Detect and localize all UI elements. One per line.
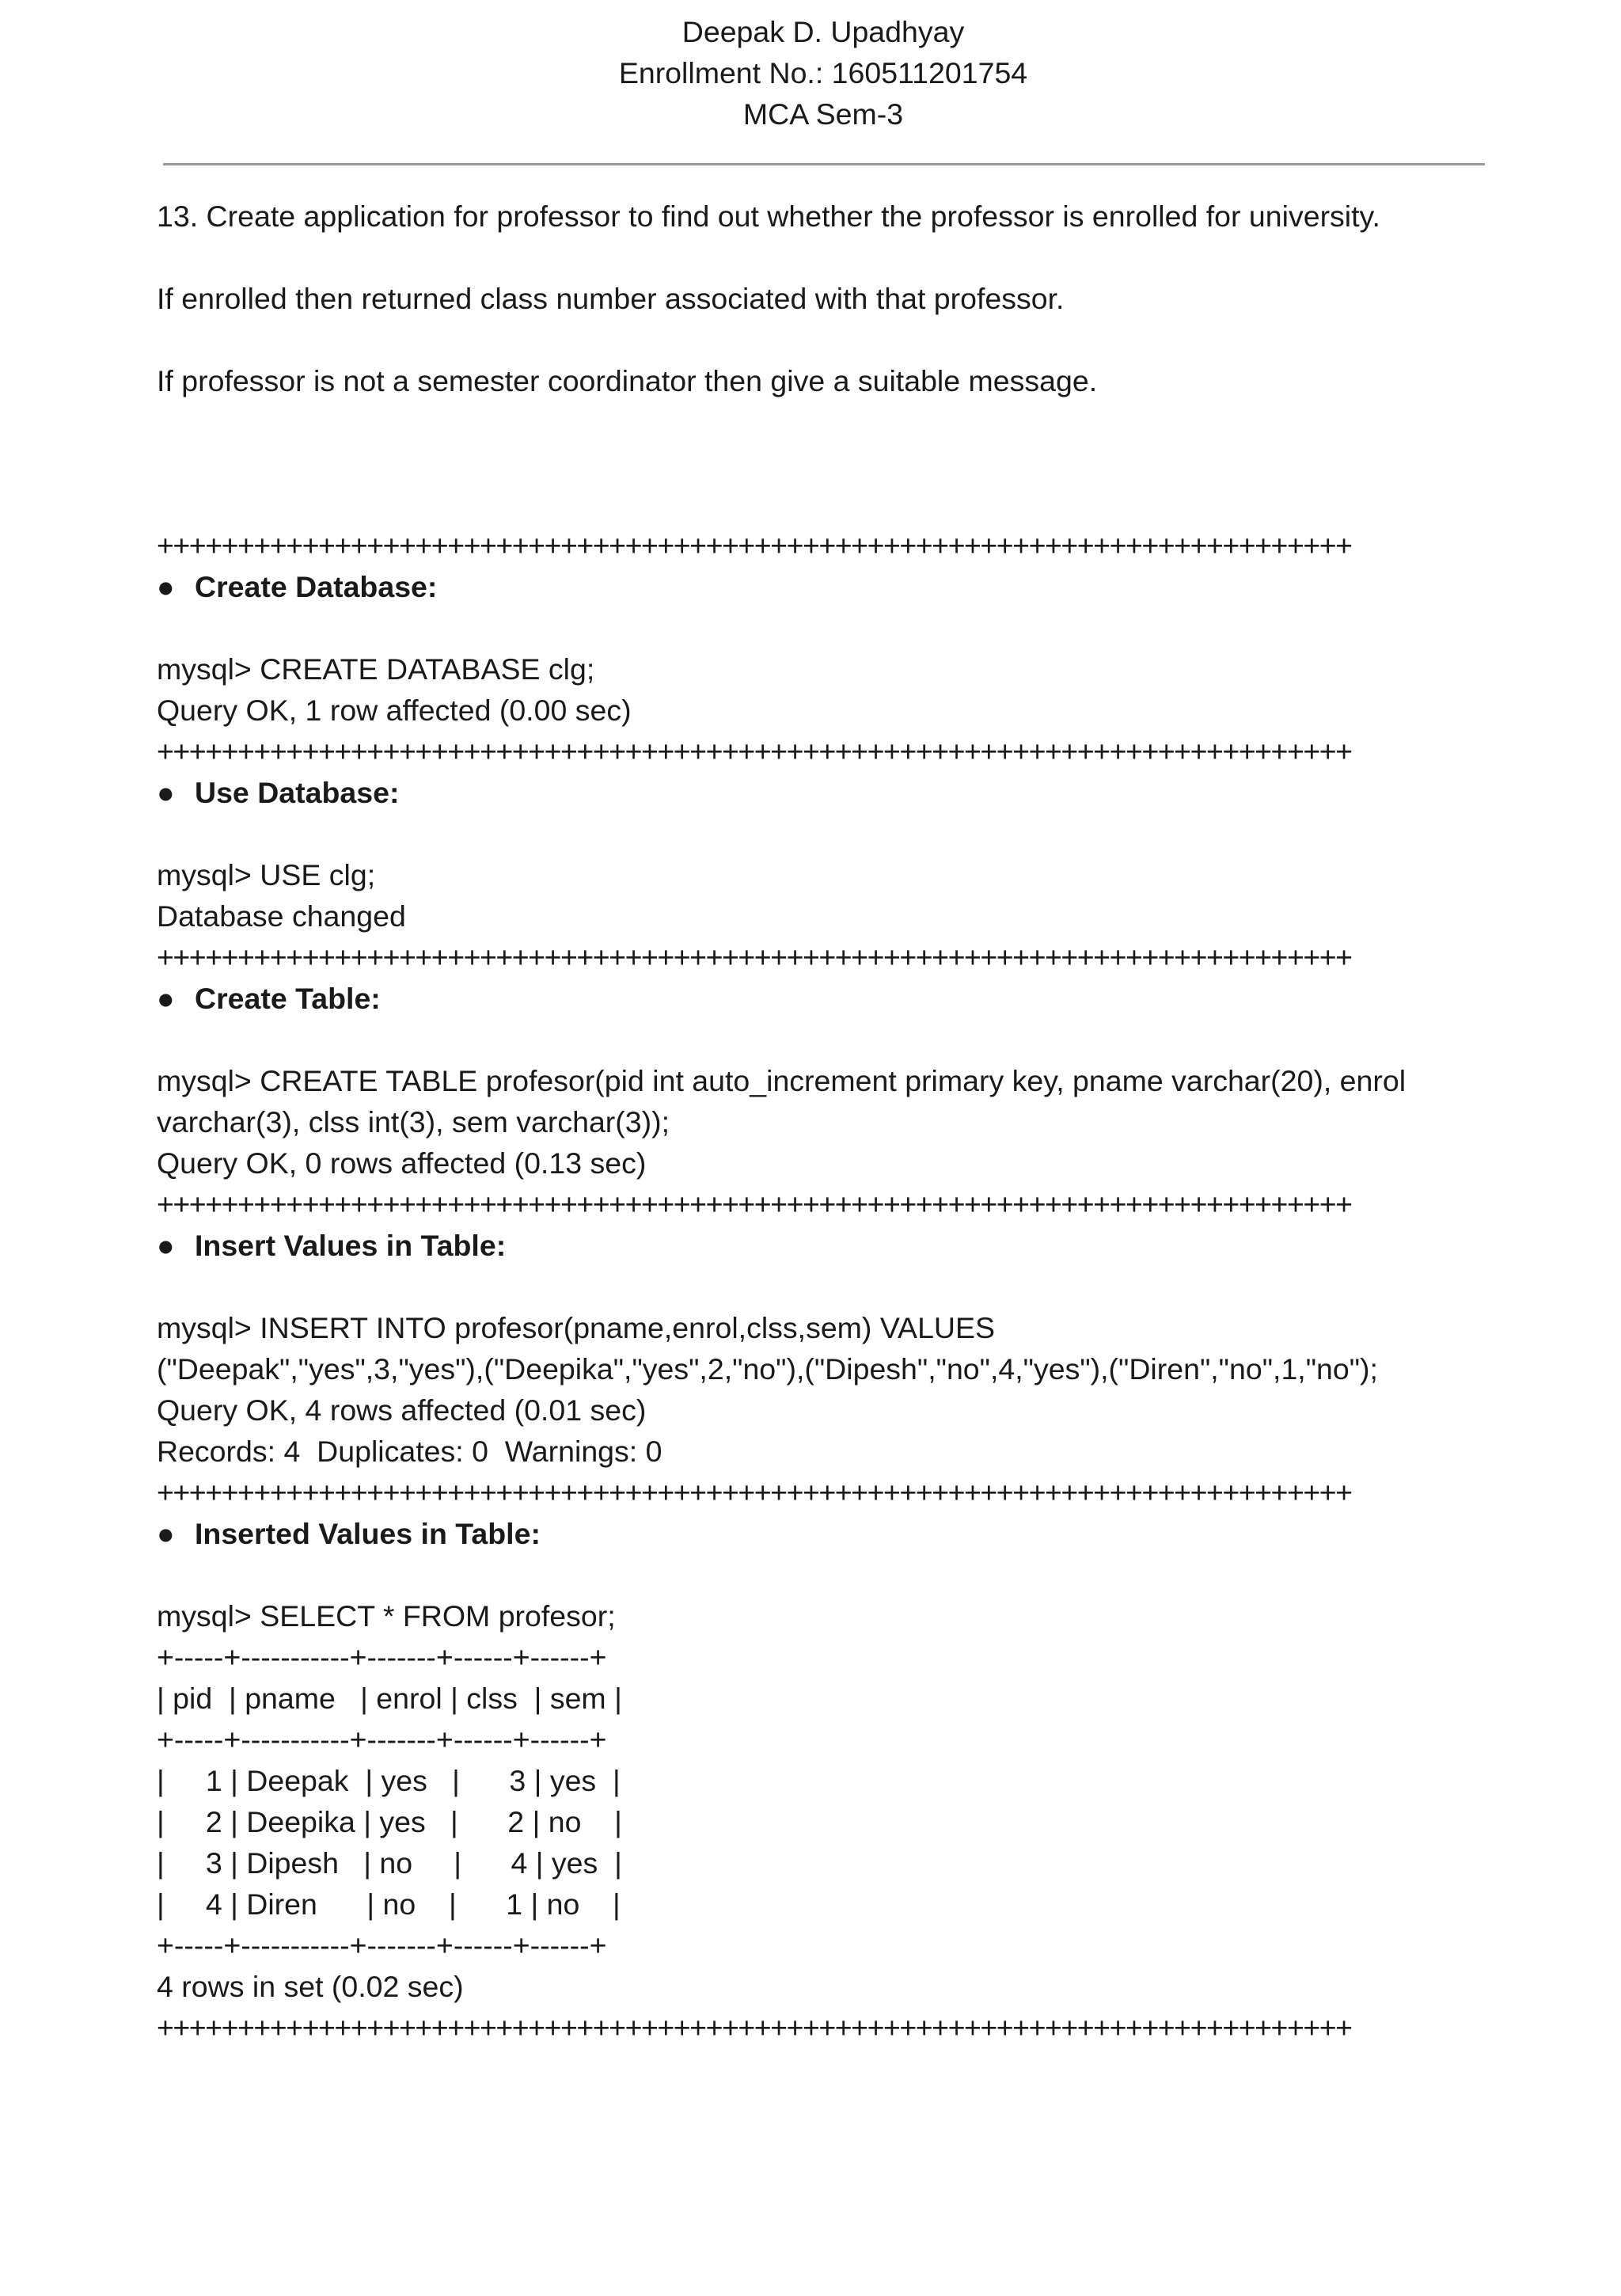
table-row: | 1 | Deepak | yes | 3 | yes | (157, 1764, 621, 1797)
separator-line: ++++++++++++++++++++++++++++++++++++++++++++++++++++++++++++++++++++++++++ (157, 1476, 1352, 1509)
question-line-2: If enrolled then returned class number associated with that professor. (157, 282, 1065, 315)
section-heading-use-database (157, 772, 1502, 813)
output-line: Query OK, 0 rows affected (0.13 sec) (157, 1146, 647, 1180)
separator-line: ++++++++++++++++++++++++++++++++++++++++++++++++++++++++++++++++++++++++++ (157, 529, 1352, 562)
document-header (0, 11, 1621, 135)
code-line: mysql> USE clg; (157, 858, 376, 891)
code-line: mysql> INSERT INTO profesor(pname,enrol,clss,sem) VALUES (157, 1311, 996, 1344)
heading-text: Insert Values in Table: (195, 1229, 507, 1262)
bullet-icon: ● (157, 570, 175, 603)
output-line: Query OK, 1 row affected (0.00 sec) (157, 694, 632, 727)
section-heading-insert-values (157, 1225, 1502, 1266)
code-line: mysql> CREATE DATABASE clg; (157, 652, 595, 686)
code-line: varchar(3), clss int(3), sem varchar(3)); (157, 1105, 670, 1138)
table-row: | 4 | Diren | no | 1 | no | (157, 1887, 621, 1921)
heading-text: Use Database: (195, 776, 400, 809)
output-line: Records: 4 Duplicates: 0 Warnings: 0 (157, 1435, 662, 1468)
separator-line: ++++++++++++++++++++++++++++++++++++++++++++++++++++++++++++++++++++++++++ (157, 2011, 1352, 2044)
separator-line: ++++++++++++++++++++++++++++++++++++++++++++++++++++++++++++++++++++++++++ (157, 1188, 1352, 1221)
document-body (157, 196, 1502, 2048)
heading-text: Inserted Values in Table: (195, 1517, 541, 1550)
table-border: +-----+-----------+-------+------+------+ (157, 1640, 607, 1674)
author-name: Deepak D. Upadhyay (681, 15, 965, 48)
table-header-row: | pid | pname | enrol | clss | sem | (157, 1682, 622, 1715)
output-line: Database changed (157, 899, 406, 933)
code-line: mysql> SELECT * FROM profesor; (157, 1599, 616, 1633)
heading-text: Create Table: (195, 982, 381, 1015)
header-divider (163, 163, 1485, 165)
separator-line: ++++++++++++++++++++++++++++++++++++++++++++++++++++++++++++++++++++++++++ (157, 941, 1352, 974)
section-heading-create-table (157, 978, 1502, 1019)
output-line: 4 rows in set (0.02 sec) (157, 1970, 464, 2003)
question-line-3: If professor is not a semester coordinator then give a suitable message. (157, 364, 1098, 397)
separator-line: ++++++++++++++++++++++++++++++++++++++++++++++++++++++++++++++++++++++++++ (157, 735, 1352, 768)
code-line: ("Deepak","yes",3,"yes"),("Deepika","yes",2,"no"),("Dipesh","no",4,"yes"),("Diren","no",1,"no"); (157, 1352, 1378, 1386)
semester-label: MCA Sem-3 (742, 97, 904, 131)
question-title: 13. Create application for professor to find out whether the professor is enrolled for university. (157, 200, 1380, 233)
bullet-icon: ● (157, 982, 175, 1015)
table-border: +-----+-----------+-------+------+------+ (157, 1723, 607, 1756)
result-table (157, 1636, 1502, 1966)
table-row: | 3 | Dipesh | no | 4 | yes | (157, 1846, 622, 1880)
bullet-icon: ● (157, 1229, 175, 1262)
heading-text: Create Database: (195, 570, 438, 603)
bullet-icon: ● (157, 1517, 175, 1550)
section-heading-inserted-values (157, 1513, 1502, 1554)
bullet-icon: ● (157, 776, 175, 809)
enrollment-number: Enrollment No.: 160511201754 (618, 56, 1028, 89)
section-heading-create-database (157, 566, 1502, 607)
output-line: Query OK, 4 rows affected (0.01 sec) (157, 1393, 647, 1427)
table-border: +-----+-----------+-------+------+------+ (157, 1929, 607, 1962)
code-line: mysql> CREATE TABLE profesor(pid int auto_increment primary key, pname varchar(20), enrol (157, 1064, 1407, 1097)
table-row: | 2 | Deepika | yes | 2 | no | (157, 1805, 622, 1838)
